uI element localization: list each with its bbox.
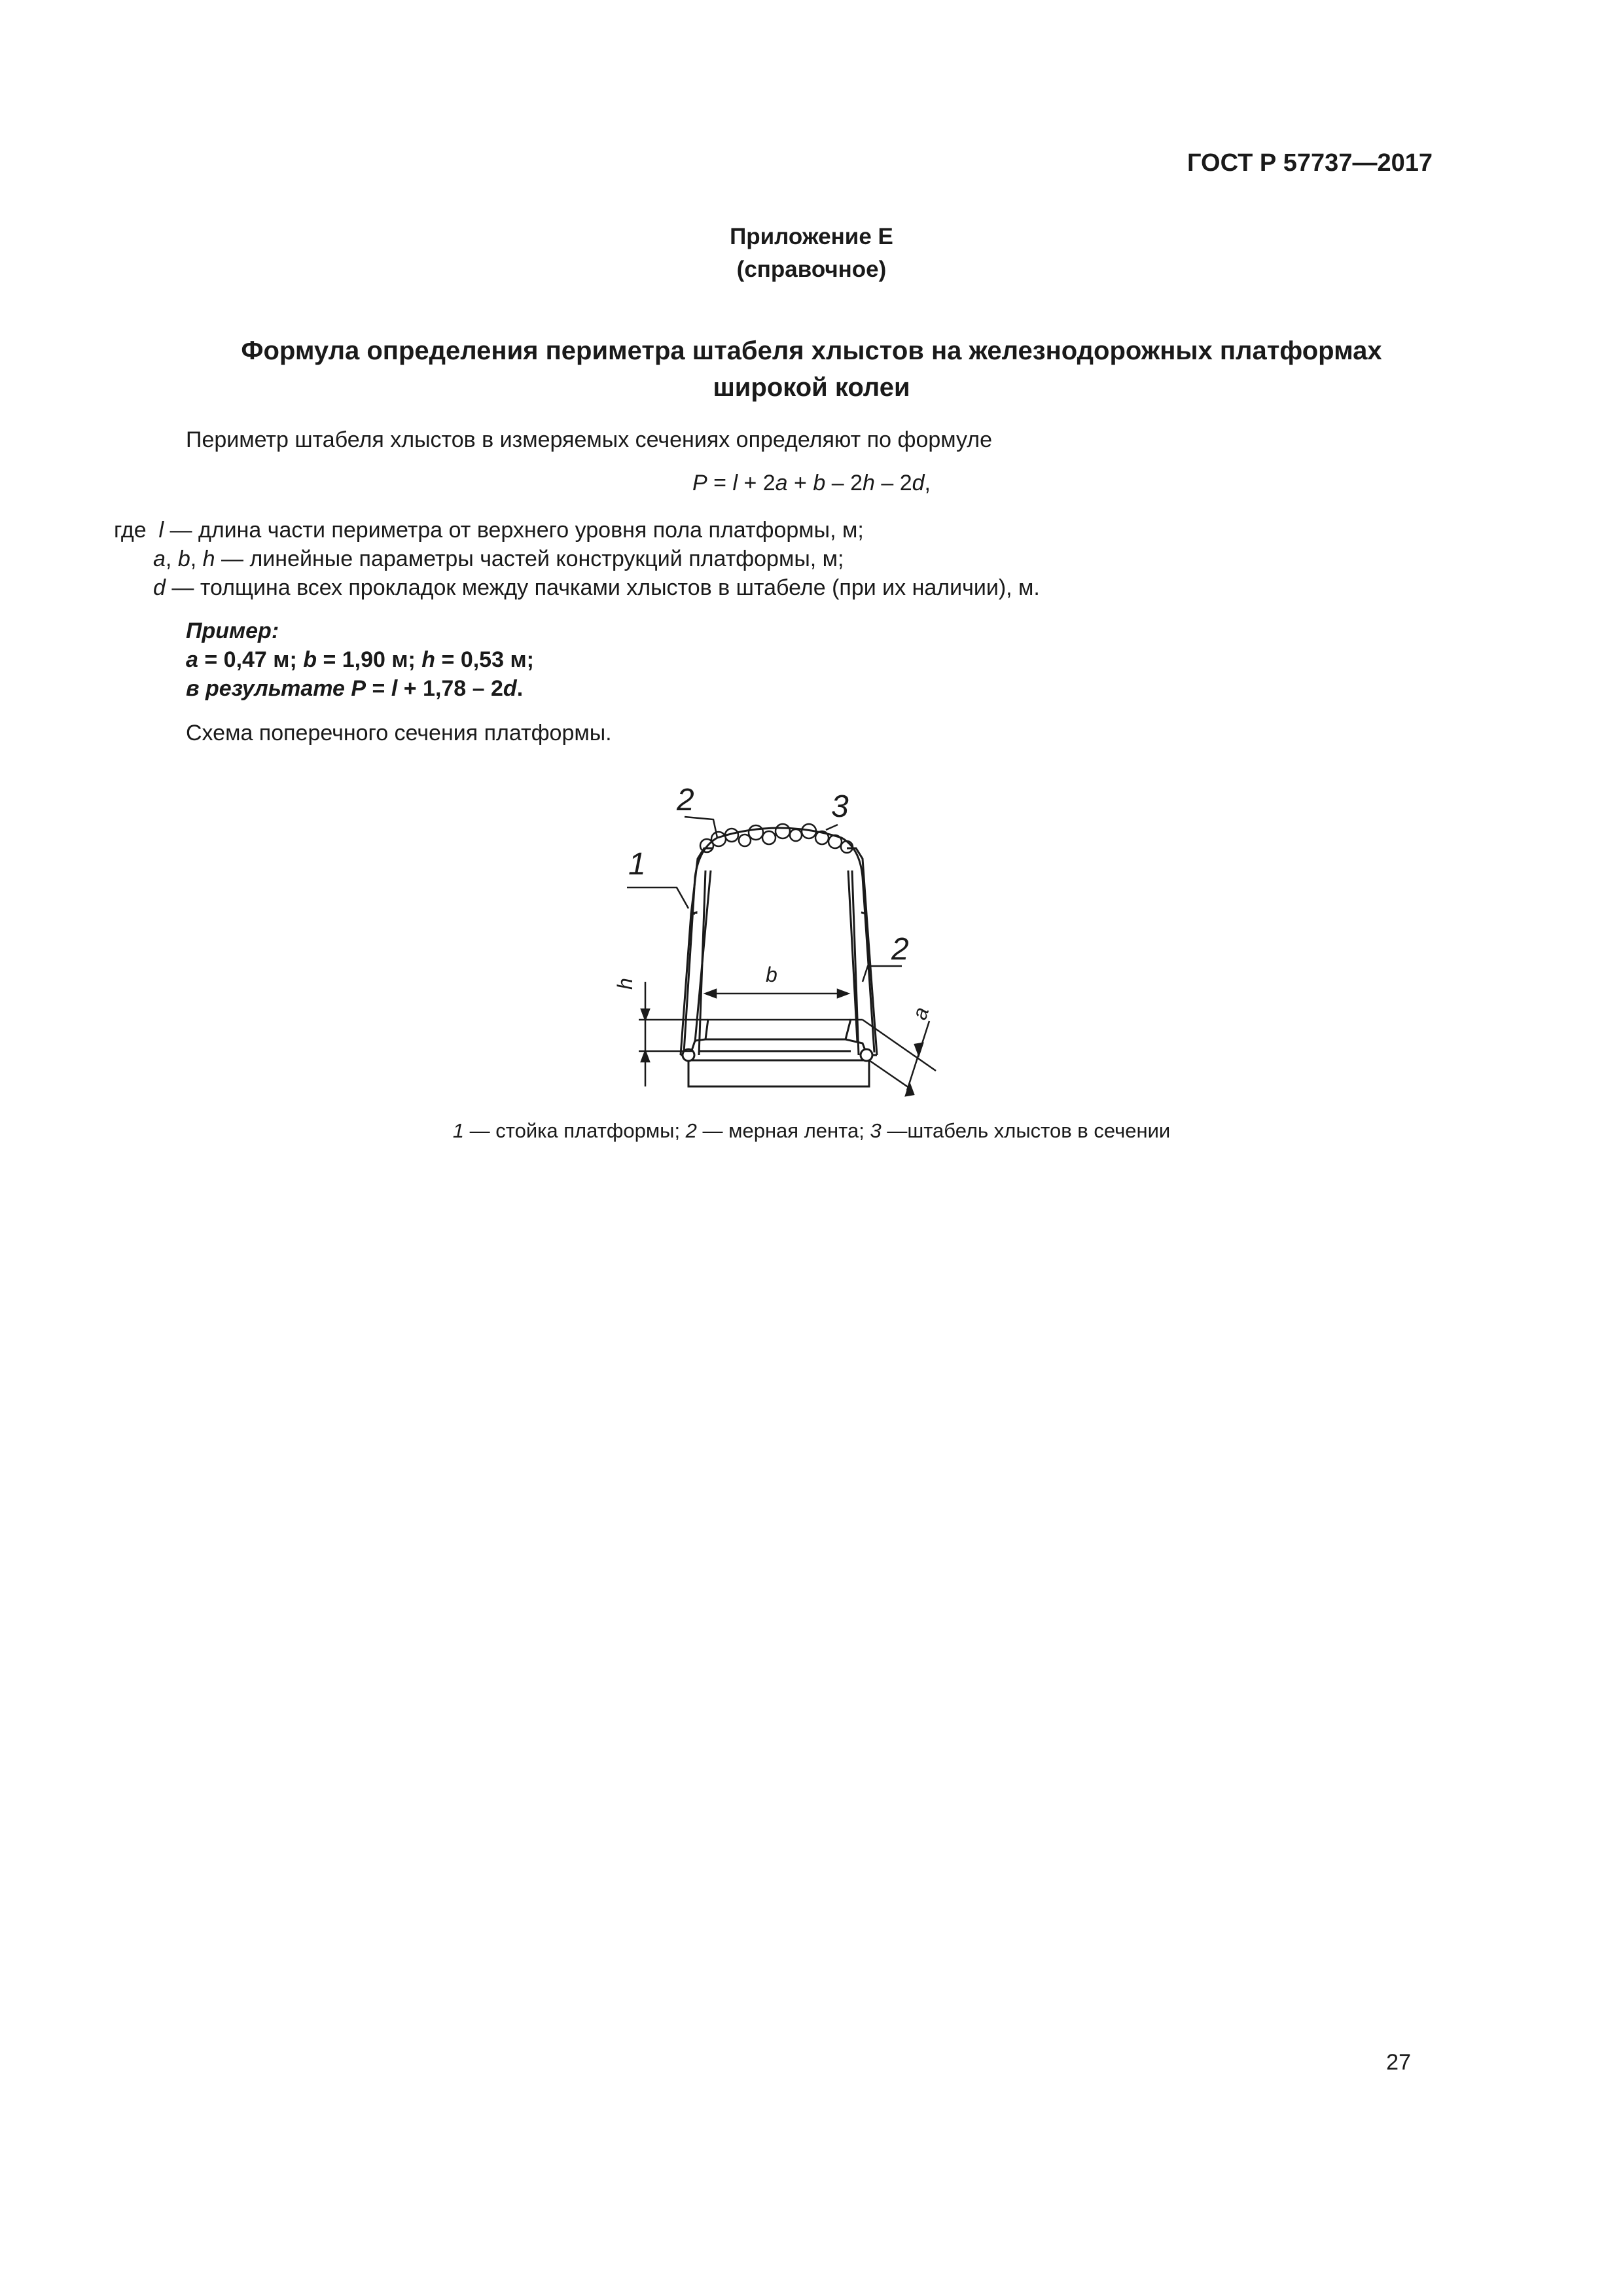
where-line-abh	[153, 545, 844, 573]
where-sep: ,	[190, 547, 203, 571]
annex-status: (справочное)	[736, 257, 887, 282]
main-title-text: Формула определения периметра штабеля хлыстов на железнодорожных платформах широкой колеи	[241, 336, 1382, 402]
legend-num-3: 3	[870, 1119, 882, 1142]
where-d-symbol: d	[153, 575, 166, 600]
example-rest: + 1,78 – 2	[397, 676, 503, 701]
example-eq: =	[366, 676, 391, 701]
platform-base	[688, 1019, 869, 1086]
formula-eq: =	[707, 471, 733, 495]
legend-num-1: 1	[452, 1119, 464, 1142]
formula-p: P	[692, 471, 707, 495]
formula-d: d	[912, 471, 925, 495]
dimension-h-label: h	[613, 978, 637, 990]
figure-label-1: 1	[628, 847, 646, 882]
formula-a: a	[775, 471, 788, 495]
formula-plus1: + 2	[738, 471, 776, 495]
figure-label-2-top: 2	[677, 783, 694, 817]
where-line-d	[153, 573, 1040, 602]
example-b: b	[303, 647, 317, 672]
intro-paragraph: Периметр штабеля хлыстов в измеряемых сечениях определяют по формуле	[186, 427, 993, 452]
example-result-label: в результате	[186, 676, 345, 701]
left-tape-anchor	[683, 1049, 694, 1061]
where-line-l	[114, 516, 864, 545]
example-a-value: = 0,47 м;	[198, 647, 304, 672]
measuring-tape	[684, 828, 874, 1052]
example-dot: .	[516, 676, 524, 701]
legend-num-2: 2	[685, 1119, 697, 1142]
perimeter-formula	[0, 469, 1623, 497]
figure-label-3: 3	[831, 789, 849, 824]
example-d: d	[503, 676, 517, 701]
main-title	[0, 332, 1623, 406]
example-heading: Пример:	[186, 619, 279, 643]
scheme-caption: Схема поперечного сечения платформы.	[186, 721, 612, 745]
dimension-h	[639, 982, 863, 1086]
example-b-value: = 1,90 м;	[317, 647, 422, 672]
example-result	[186, 674, 523, 703]
formula-minus2: – 2	[874, 471, 912, 495]
where-abh-text: — линейные параметры частей конструкций платформы, м;	[215, 547, 844, 571]
formula-l: l	[732, 471, 738, 495]
formula-plus2: +	[787, 471, 813, 495]
where-d-text: — толщина всех прокладок между пачками хлыстов в штабеле (при их наличии), м.	[165, 575, 1040, 600]
where-sep: ,	[165, 547, 178, 571]
where-l-symbol: l	[158, 518, 164, 543]
dimension-a-label: a	[907, 1004, 934, 1023]
legend-text-1: — стойка платформы;	[464, 1119, 686, 1142]
where-l-text: — длина части периметра от верхнего уровня пола платформы, м;	[164, 518, 864, 543]
page-number: 27	[1386, 2050, 1411, 2075]
legend-text-2: — мерная лента;	[696, 1119, 870, 1142]
right-tape-anchor	[861, 1049, 872, 1061]
leader-lines	[627, 817, 902, 982]
example-l: l	[391, 676, 398, 701]
log-stack	[700, 824, 853, 853]
dimension-a	[863, 1020, 936, 1096]
left-stake	[681, 848, 713, 1055]
formula-b: b	[813, 471, 826, 495]
where-a-symbol: a	[153, 547, 166, 571]
example-h-value: = 0,53 м;	[435, 647, 534, 672]
formula-h: h	[862, 471, 875, 495]
example-p: P	[344, 676, 366, 701]
figure-legend	[0, 1119, 1623, 1143]
where-prefix: где	[114, 518, 147, 543]
dimension-b	[705, 990, 848, 997]
formula-minus1: – 2	[825, 471, 863, 495]
legend-text-3: —штабель хлыстов в сечении	[881, 1119, 1171, 1142]
where-h-symbol: h	[202, 547, 215, 571]
example-a: a	[186, 647, 198, 672]
formula-end: ,	[924, 471, 931, 495]
example-values	[186, 645, 534, 674]
document-code: ГОСТ Р 57737—2017	[1187, 149, 1433, 177]
annex-title: Приложение Е	[730, 224, 893, 249]
figure-label-2-right: 2	[891, 932, 909, 967]
right-stake	[847, 848, 877, 1055]
dimension-b-label: b	[766, 963, 777, 986]
where-b-symbol: b	[177, 547, 190, 571]
example-h: h	[421, 647, 436, 672]
